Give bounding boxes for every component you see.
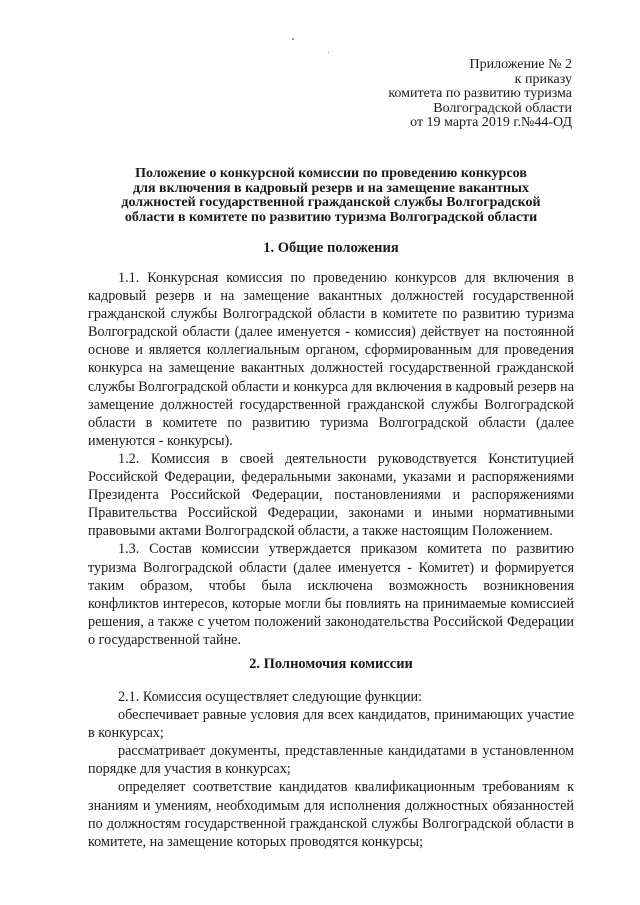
title-line: должностей государственной гражданской службы Волгоградской xyxy=(121,195,541,211)
paragraph-2-item: рассматривает документы, представленные кандидатами в установленном порядке для участия в конкурсах; xyxy=(88,743,574,778)
appendix-region: Волгоградской области xyxy=(433,100,572,116)
section-1-body xyxy=(88,269,574,649)
appendix-date: от 19 марта 2019 г.№44-ОД xyxy=(410,115,572,131)
title-line: Положение о конкурсной комиссии по проведению конкурсов xyxy=(135,166,527,181)
appendix-committee: комитета по развитию туризма xyxy=(388,86,572,102)
title-line: для включения в кадровый резерв и на замещение вакантных xyxy=(133,180,529,196)
appendix-order: к приказу xyxy=(514,71,572,87)
paragraph-2-item: обеспечивает равные условия для всех кандидатов, принимающих участие в конкурсах; xyxy=(88,707,574,742)
scan-speck xyxy=(328,52,329,53)
section-2-body xyxy=(88,688,574,851)
section-1-heading: 1. Общие положения xyxy=(263,240,399,256)
section-2-heading: 2. Полномочия комиссии xyxy=(249,656,413,672)
paragraph-2-1: 2.1. Комиссия осуществляет следующие функции: xyxy=(118,689,423,705)
paragraph-1-1: 1.1. Конкурсная комиссия по проведению конкурсов для включения в кадровый резерв и на замещение вакантных должностей государственной гражданской службы Волгоградской области в комитете по развитию туризма Волгоградской области (далее именуется - комиссия) действует на постоянной основе и является коллегиальным органом, сформированным для проведения конкурса на замещение вакантных должностей государственной гражданской службы Волгоградской области и конкурса для включения в кадровый резерв на замещение должностей государственной гражданской службы Волгоградской области в комитете по развитию туризма Волгоградской области (далее именуются - конкурсы). xyxy=(88,270,574,449)
appendix-block xyxy=(388,58,572,131)
paragraph-1-2: 1.2. Комиссия в своей деятельности руководствуется Конституцией Российской Федерации, федеральными законами, указами и распоряжениями Президента Российской Федерации, постановлениями и распоряжениями Правительства Российской Федерации, законами и иными нормативными правовыми актами Волгоградской области, а также настоящим Положением. xyxy=(88,450,574,540)
paragraph-1-3: 1.3. Состав комиссии утверждается приказом комитета по развитию туризма Волгоградской области (далее именуется - Комитет) и формируется таким образом, чтобы была исключена возможность возникновения конфликтов интересов, которые могли бы повлиять на принимаемые комиссией решения, а также с учетом положений законодательства Российской Федерации о государственной тайне. xyxy=(88,541,574,648)
paragraph-2-item: определяет соответствие кандидатов квалификационным требованиям к знаниям и умениям, необходимым для исполнения должностных обязанностей по должностям государственной гражданской службы Волгоградской области в комитете, на замещение которых проводятся конкурсы; xyxy=(88,779,574,850)
document-title xyxy=(88,167,574,225)
scan-speck xyxy=(292,38,294,40)
appendix-number: Приложение № 2 xyxy=(469,57,572,72)
title-line: области в комитете по развитию туризма Волгоградской области xyxy=(124,209,538,225)
